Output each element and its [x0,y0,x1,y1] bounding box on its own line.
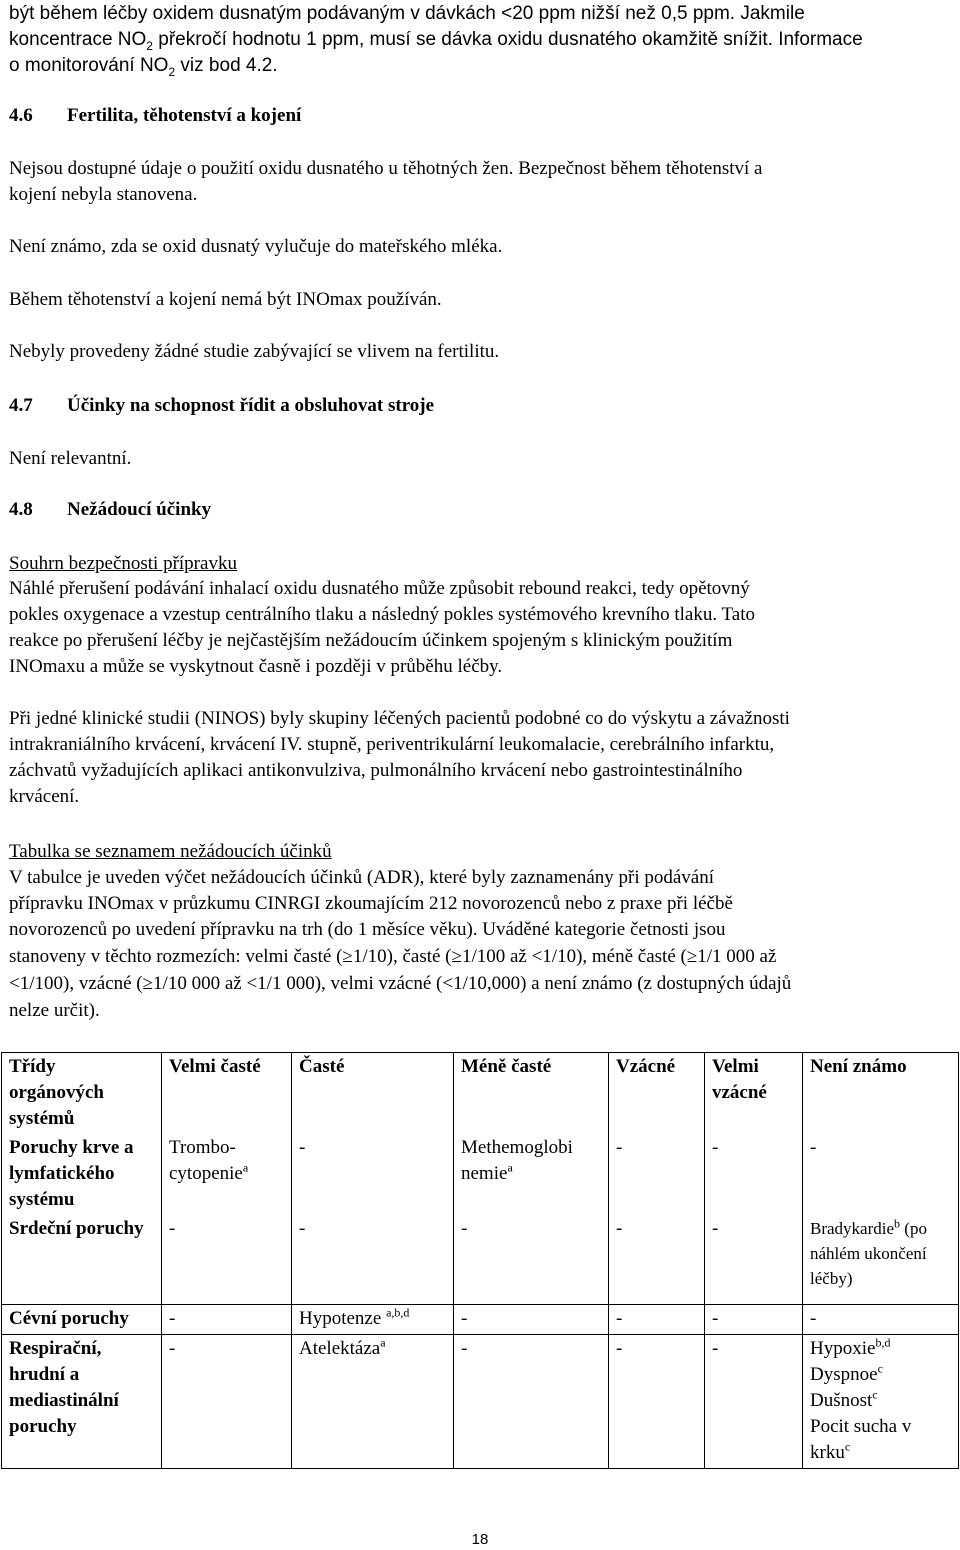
cell-very-rare: - [705,1134,803,1215]
cell-common [292,1335,454,1469]
ae-hypoxia [810,1336,952,1362]
s48-b-line-1: Při jedné klinické studii (NINOS) byly skupiny léčených pacientů podobné co do výskytu a závažnosti [9,708,790,729]
cell-text: Methemoglobi nemie [461,1137,573,1184]
cell-text: Atelektáza [299,1338,381,1359]
header-rare: Vzácné [609,1053,705,1135]
section-title: Nežádoucí účinky [67,499,212,520]
footnote-mark: b,d [875,1335,891,1350]
s46-p1-line-2: kojení nebyla stanovena. [9,184,198,205]
footnote-mark: a [380,1335,386,1350]
intro-text: koncentrace NO [9,29,147,50]
section-number: 4.8 [9,499,33,520]
section-title: Fertilita, těhotenství a kojení [67,105,302,126]
intro-text: viz bod 4.2. [175,55,278,76]
table-header-row [2,1053,959,1135]
footnote-mark: a [242,1160,249,1175]
s48-a-line-1: Náhlé přerušení podávání inhalací oxidu dusnatého může způsobit rebound reakci, tedy opětovný [9,578,750,599]
section-4-6-heading [9,103,301,129]
intro-line-2 [9,27,863,53]
section-number: 4.7 [9,395,33,416]
s48-b-line-2: intrakraniálního krvácení, krvácení IV. stupně, periventrikulární leukomalacie, cerebrálního infarktu, [9,734,775,755]
s48-c-line-1: V tabulce je uveden výčet nežádoucích účinků (ADR), které byly zaznamenány při podávání [9,867,715,888]
s48-b-line-3: záchvatů vyžadujících aplikaci antikonvulziva, pulmonálního krvácení nebo gastrointestinálního [9,760,743,781]
soc-cardiac: Srdeční poruchy [2,1215,162,1305]
header-not-known: Není známo [803,1053,959,1135]
cell-text: Hypoxie [810,1338,876,1359]
intro-line-3 [9,53,278,79]
s48-c-line-6: nelze určit). [9,1000,100,1021]
cell-very-common: - [162,1335,292,1469]
footnote-mark: a [507,1160,513,1175]
footnote-mark: a,b,d [386,1305,410,1320]
cell-uncommon: - [454,1335,609,1469]
cell-common: - [292,1134,454,1215]
cell-not-known: - [803,1305,959,1335]
cell-rare: - [609,1335,705,1469]
cell-uncommon: - [454,1215,609,1305]
table-row [2,1335,959,1469]
section-4-7-heading [9,393,434,419]
table-row [2,1134,959,1215]
cell-text: Pocit sucha v krku [810,1416,912,1463]
cell-very-rare: - [705,1215,803,1305]
soc-blood: Poruchy krve a lymfatického systému [2,1134,162,1215]
header-very-rare: Velmi vzácné [705,1053,803,1135]
s46-p3: Během těhotenství a kojení nemá být INOmax používán. [9,289,442,310]
ae-breathlessness [810,1388,952,1414]
ae-dry-throat [810,1414,952,1466]
cell-not-known: - [803,1134,959,1215]
section-4-8-heading [9,497,211,523]
s48-c-line-3: novorozenců po uvedení přípravku na trh (do 1 měsíce věku). Uváděné kategorie četnosti jsou [9,919,726,940]
intro-text: o monitorování NO [9,55,169,76]
adr-table [1,1052,959,1469]
header-uncommon: Méně časté [454,1053,609,1135]
cell-uncommon: - [454,1305,609,1335]
s48-a-line-3: reakce po přerušení léčby je nejčastějším nežádoucím účinkem spojeným s klinickým použitím [9,630,733,651]
footnote-mark: b [894,1216,901,1231]
subscript: 2 [168,64,176,79]
cell-very-common [162,1134,292,1215]
s48-c-line-2: přípravku INOmax v průzkumu CINRGI zkoumajícím 212 novorozenců nebo z praxe při léčbě [9,893,733,914]
cell-text: Bradykardie [810,1219,895,1238]
ae-dyspnoea [810,1362,952,1388]
s46-p2: Není známo, zda se oxid dusnatý vylučuje do mateřského mléka. [9,236,503,257]
cell-rare: - [609,1134,705,1215]
s46-p1-line-1: Nejsou dostupné údaje o použití oxidu dusnatého u těhotných žen. Bezpečnost během těhotenství a [9,158,763,179]
s47-p1: Není relevantní. [9,448,132,469]
s48-c-line-5: <1/100), vzácné (≥1/10 000 až <1/1 000), velmi vzácné (<1/10,000) a není známo (z dostupných údajů [9,973,792,994]
section-title: Účinky na schopnost řídit a obsluhovat stroje [67,395,435,416]
footnote-mark: c [844,1439,851,1454]
s48-a-line-4: INOmaxu a může se vyskytnout časně i později v průběhu léčby. [9,656,503,677]
soc-vascular: Cévní poruchy [2,1305,162,1335]
footnote-mark: c [872,1387,878,1402]
cell-very-common: - [162,1215,292,1305]
cell-text: Dušnost [810,1390,873,1411]
cell-rare: - [609,1215,705,1305]
s46-p4: Nebyly provedeny žádné studie zabývající se vlivem na fertilitu. [9,341,500,362]
cell-common [292,1305,454,1335]
cell-common: - [292,1215,454,1305]
cell-very-rare: - [705,1305,803,1335]
cell-uncommon [454,1134,609,1215]
cell-very-common: - [162,1305,292,1335]
s48-c-line-4: stanoveny v těchto rozmezích: velmi časté (≥1/10), časté (≥1/100 až <1/10), méně časté (≥1/1 000 až [9,946,777,967]
s48-b-line-4: krvácení. [9,786,80,807]
soc-respiratory: Respirační, hrudní a mediastinální poruchy [2,1335,162,1469]
s48-a-line-2: pokles oxygenace a vzestup centrálního tlaku a následný pokles systémového krevního tlaku. Tato [9,604,755,625]
subscript: 2 [146,38,153,53]
header-soc: Třídy orgánových systémů [2,1053,162,1135]
intro-line-1: být během léčby oxidem dusnatým podávaným v dávkách <20 ppm nižší než 0,5 ppm. Jakmile [9,3,805,24]
cell-rare: - [609,1305,705,1335]
table-row [2,1305,959,1335]
intro-text: překročí hodnotu 1 ppm, musí se dávka oxidu dusnatého okamžitě snížit. Informace [152,29,863,50]
cell-not-known [803,1215,959,1305]
page-number: 18 [471,1531,489,1548]
cell-very-rare: - [705,1335,803,1469]
footnote-mark: c [877,1361,883,1376]
header-common: Časté [292,1053,454,1135]
table-row [2,1215,959,1305]
subheading-adr-table: Tabulka se seznamem nežádoucích účinků [9,841,332,862]
cell-not-known [803,1335,959,1469]
cell-text: Hypotenze [299,1308,387,1329]
section-number: 4.6 [9,105,33,126]
cell-text: (po náhlém ukončení léčby) [810,1219,927,1288]
subheading-safety-summary: Souhrn bezpečnosti přípravku [9,553,237,574]
cell-text: Trombo-cytopenie [169,1137,243,1184]
cell-text: Dyspnoe [810,1364,878,1385]
header-very-common: Velmi časté [162,1053,292,1135]
